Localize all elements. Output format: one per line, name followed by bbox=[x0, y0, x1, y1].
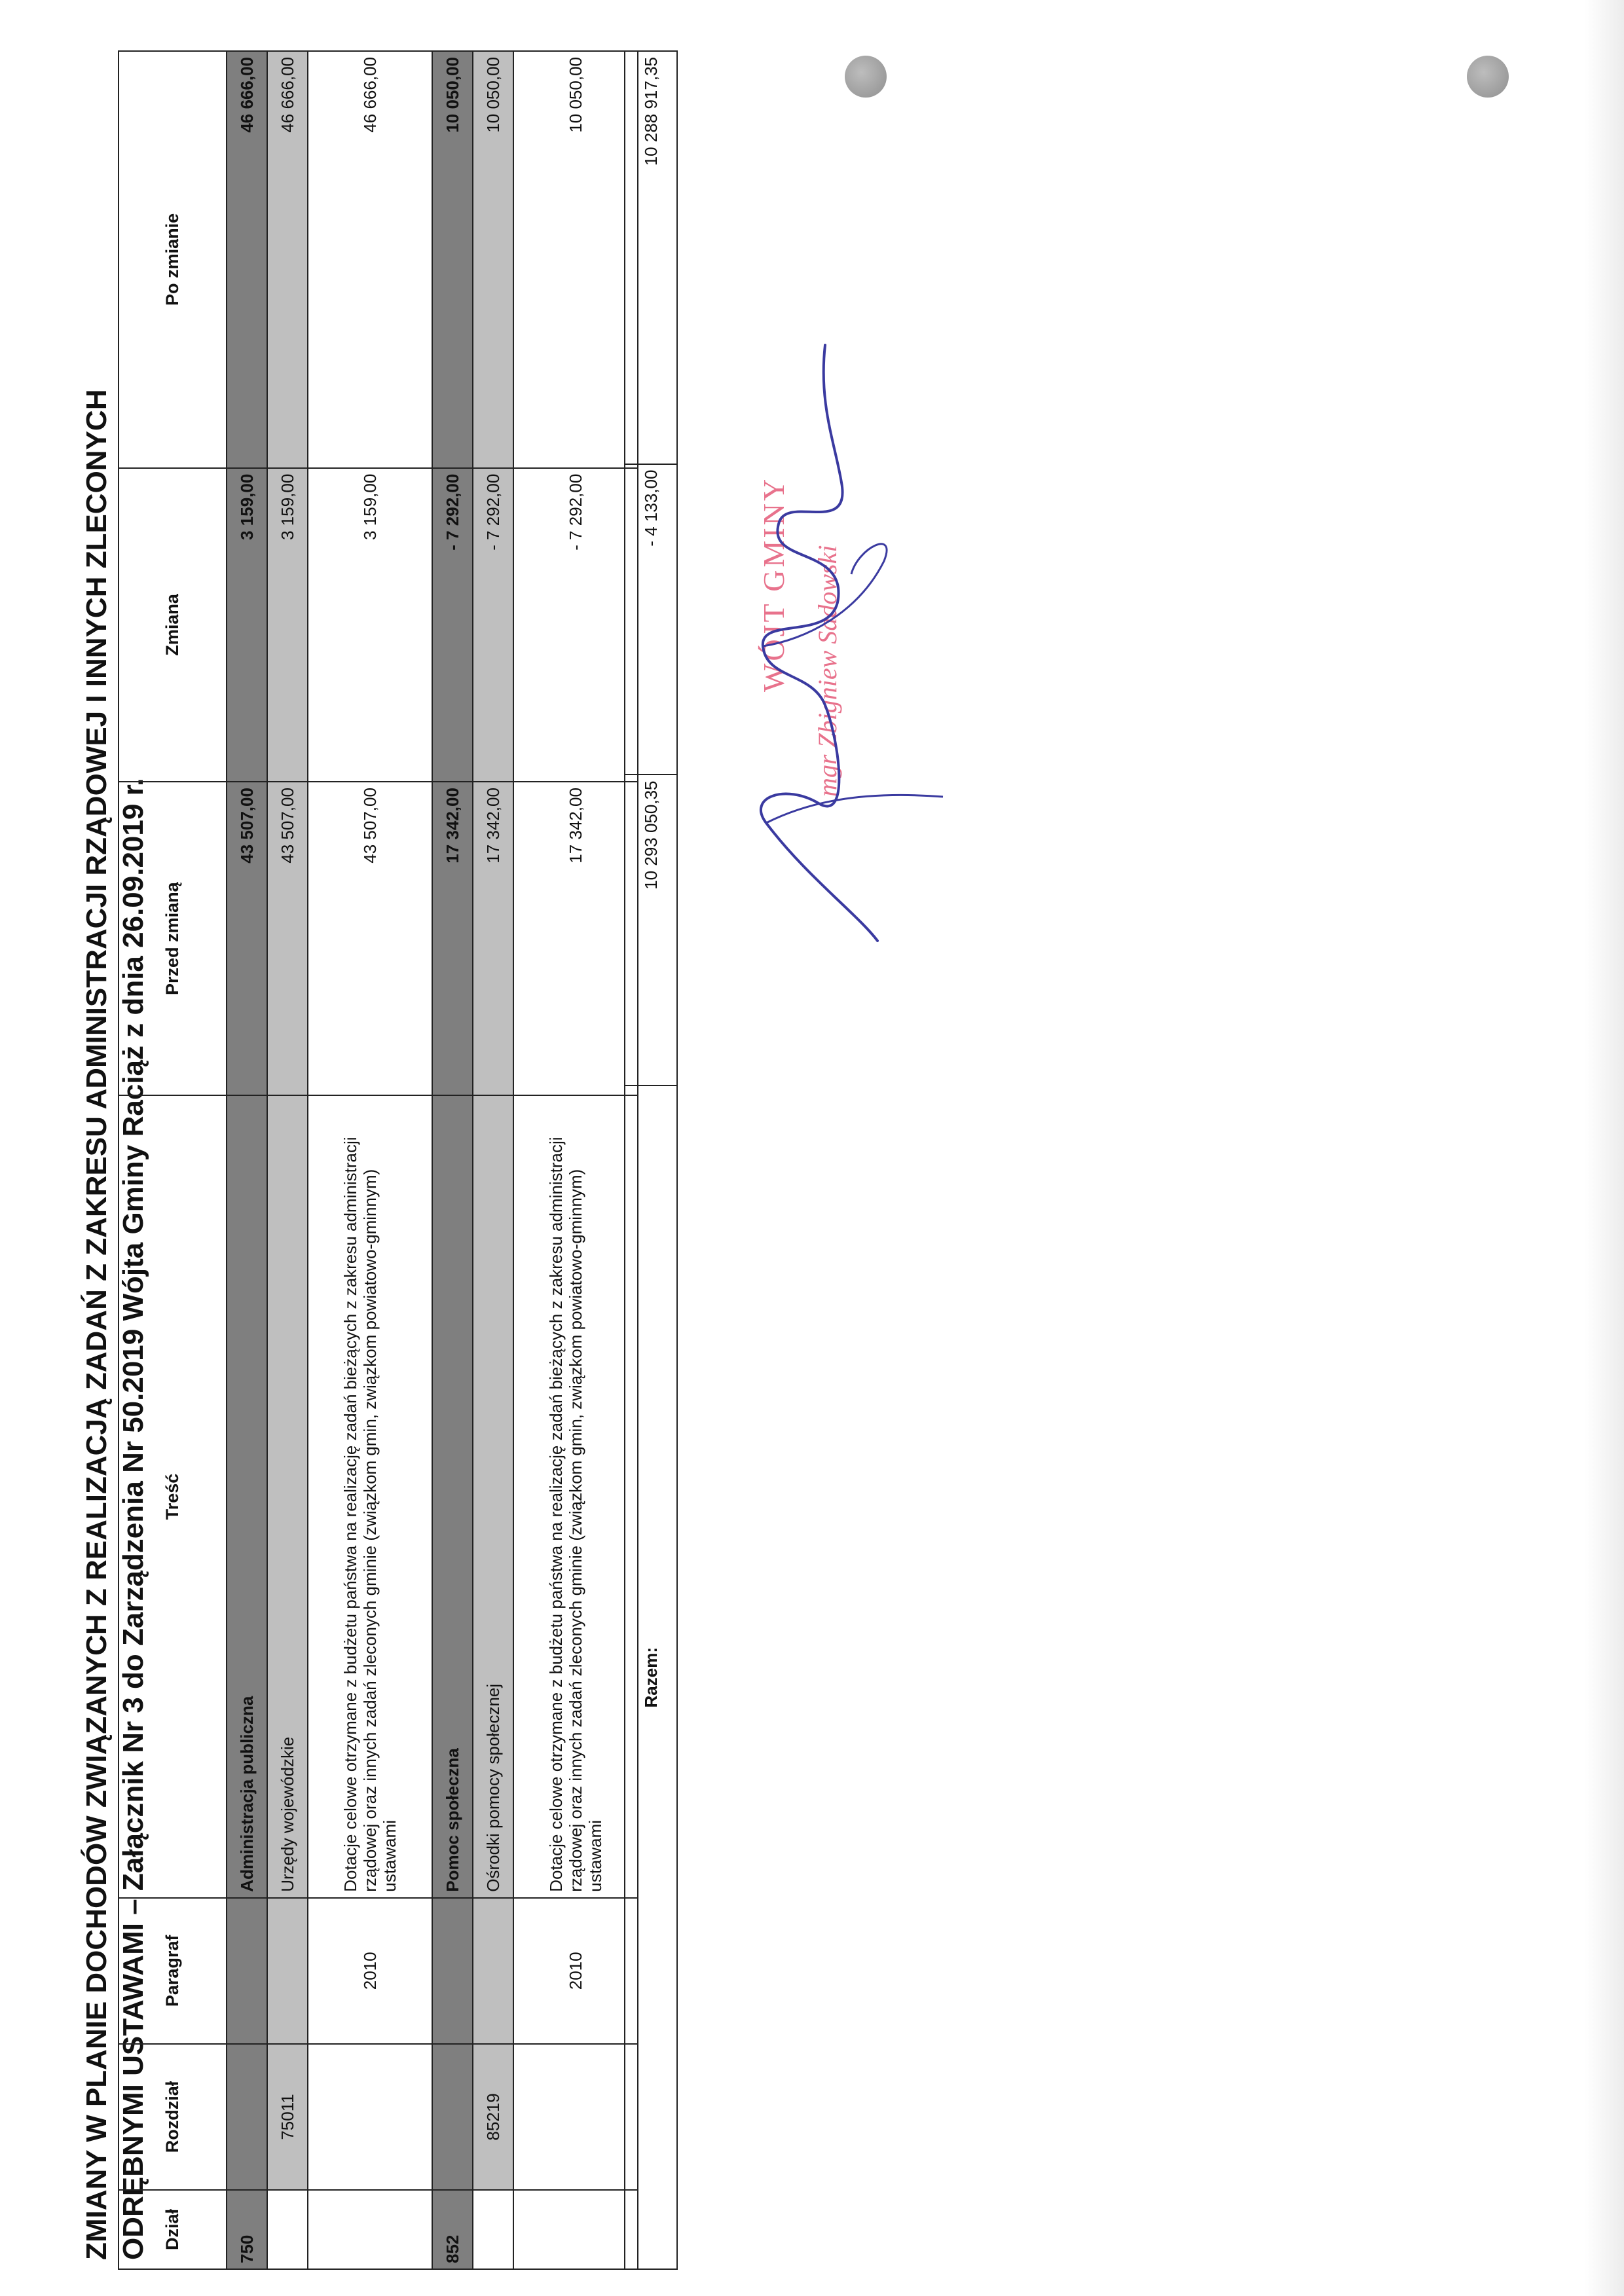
cell-przed: 17 342,00 bbox=[432, 782, 473, 1095]
cell-dzial bbox=[513, 2190, 638, 2269]
table-row-rozdzial-75011 bbox=[267, 51, 308, 2269]
table-row-rozdzial-85219 bbox=[473, 51, 513, 2269]
title-line-1: ZMIANY W PLANIE DOCHODÓW ZWIĄZANYCH Z REALIZACJĄ ZADAŃ Z ZAKRESU ADMINISTRACJI RZĄDOWEJ I INNYCH ZLECONYCH bbox=[81, 389, 113, 2260]
table-row-paragraf-2010 bbox=[513, 51, 638, 2269]
cell-po: 10 050,00 bbox=[473, 51, 513, 468]
cell-dzial: 852 bbox=[432, 2190, 473, 2269]
total-row bbox=[625, 51, 677, 2269]
cell-tresc: Administracja publiczna bbox=[227, 1095, 267, 1897]
cell-zmiana: 3 159,00 bbox=[308, 468, 432, 782]
cell-zmiana: 3 159,00 bbox=[267, 468, 308, 782]
cell-paragraf: 2010 bbox=[308, 1898, 432, 2044]
cell-po: 10 050,00 bbox=[513, 51, 638, 468]
header-paragraf: Paragraf bbox=[119, 1898, 227, 2044]
handwritten-signature bbox=[727, 332, 963, 954]
cell-rozdzial: 85219 bbox=[473, 2044, 513, 2190]
header-rozdzial: Rozdział bbox=[119, 2044, 227, 2190]
table-header-row bbox=[119, 51, 227, 2269]
stamp-title: WÓJT GMINY bbox=[757, 476, 790, 692]
cell-tresc: Pomoc społeczna bbox=[432, 1095, 473, 1897]
cell-przed: 17 342,00 bbox=[513, 782, 638, 1095]
header-dzial: Dział bbox=[119, 2190, 227, 2269]
cell-dzial bbox=[473, 2190, 513, 2269]
cell-paragraf bbox=[227, 1898, 267, 2044]
cell-dzial: 750 bbox=[227, 2190, 267, 2269]
header-po-zmianie: Po zmianie bbox=[119, 51, 227, 468]
header-przed-zmiana: Przed zmianą bbox=[119, 782, 227, 1095]
cell-tresc: Urzędy wojewódzkie bbox=[267, 1095, 308, 1897]
cell-zmiana: - 7 292,00 bbox=[513, 468, 638, 782]
table-row-dzial-852 bbox=[432, 51, 473, 2269]
revenue-changes-table bbox=[118, 50, 638, 2270]
header-tresc: Treść bbox=[119, 1095, 227, 1897]
cell-paragraf bbox=[432, 1898, 473, 2044]
cell-przed: 17 342,00 bbox=[473, 782, 513, 1095]
cell-paragraf: 2010 bbox=[513, 1898, 638, 2044]
title-line-2: ODRĘBNYMI USTAWAMI – Załącznik Nr 3 do Zarządzenia Nr 50.2019 Wójta Gminy Raciąż z dnia 26.09.2019 r. bbox=[117, 778, 149, 2260]
cell-przed: 43 507,00 bbox=[267, 782, 308, 1095]
cell-paragraf bbox=[473, 1898, 513, 2044]
cell-tresc: Dotacje celowe otrzymane z budżetu państwa na realizację zadań bieżących z zakresu administracji rządowej oraz innych zadań zleconych gminie (związkom gmin, związkom powiatowo-gminnym) ustawami bbox=[513, 1095, 638, 1897]
table-row-paragraf-2010 bbox=[308, 51, 432, 2269]
total-po: 10 288 917,35 bbox=[625, 51, 677, 464]
cell-rozdzial bbox=[308, 2044, 432, 2190]
cell-paragraf bbox=[267, 1898, 308, 2044]
total-label: Razem: bbox=[625, 1085, 677, 2269]
cell-zmiana: - 7 292,00 bbox=[432, 468, 473, 782]
cell-zmiana: 3 159,00 bbox=[227, 468, 267, 782]
cell-po: 46 666,00 bbox=[227, 51, 267, 468]
cell-zmiana: - 7 292,00 bbox=[473, 468, 513, 782]
table-row-dzial-750 bbox=[227, 51, 267, 2269]
cell-po: 46 666,00 bbox=[308, 51, 432, 468]
cell-przed: 43 507,00 bbox=[227, 782, 267, 1095]
cell-dzial bbox=[308, 2190, 432, 2269]
cell-rozdzial: 75011 bbox=[267, 2044, 308, 2190]
cell-po: 46 666,00 bbox=[267, 51, 308, 468]
cell-po: 10 050,00 bbox=[432, 51, 473, 468]
total-przed: 10 293 050,35 bbox=[625, 775, 677, 1086]
cell-tresc: Ośrodki pomocy społecznej bbox=[473, 1095, 513, 1897]
cell-rozdzial bbox=[227, 2044, 267, 2190]
stamp-name: mgr Zbigniew Sadowski bbox=[813, 545, 842, 797]
total-table bbox=[624, 50, 678, 2270]
total-zmiana: - 4 133,00 bbox=[625, 464, 677, 775]
header-zmiana: Zmiana bbox=[119, 468, 227, 782]
cell-rozdzial bbox=[432, 2044, 473, 2190]
cell-rozdzial bbox=[513, 2044, 638, 2190]
cell-przed: 43 507,00 bbox=[308, 782, 432, 1095]
cell-tresc: Dotacje celowe otrzymane z budżetu państwa na realizację zadań bieżących z zakresu administracji rządowej oraz innych zadań zleconych gminie (związkom gmin, związkom powiatowo-gminnym) ustawami bbox=[308, 1095, 432, 1897]
cell-dzial bbox=[267, 2190, 308, 2269]
